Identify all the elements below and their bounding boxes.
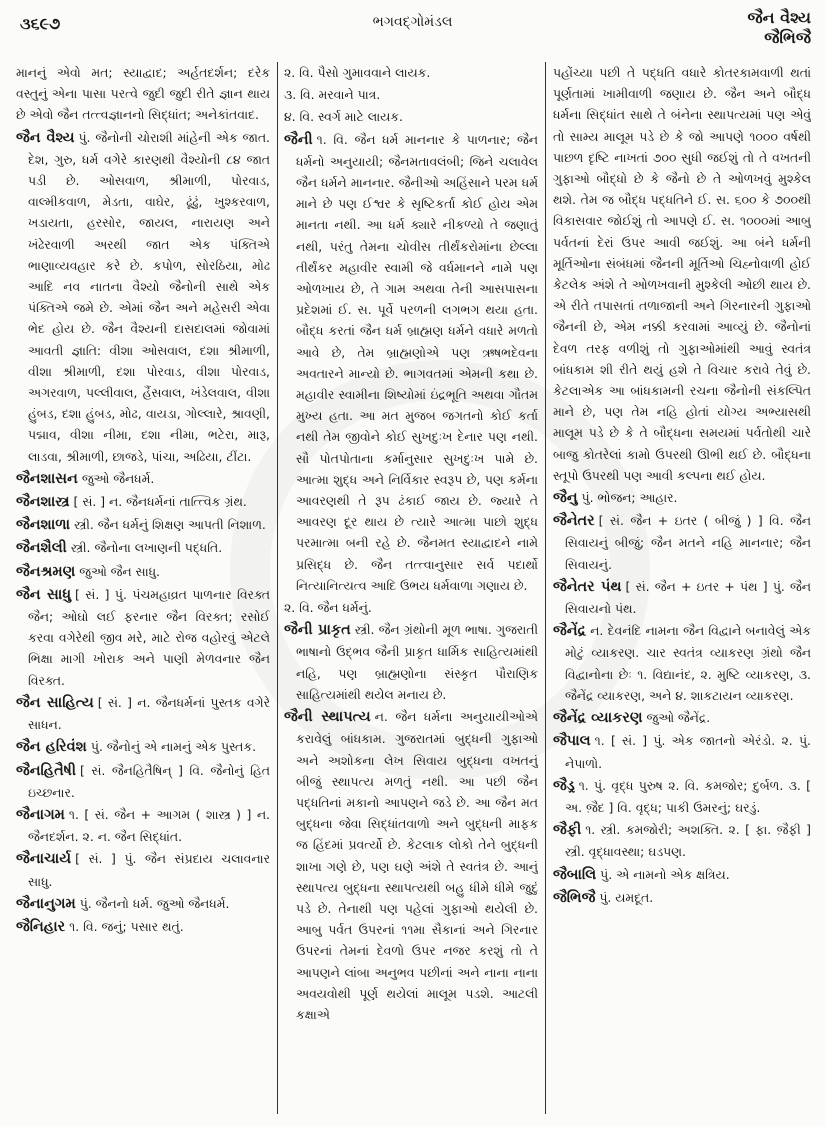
entry-headword: જૈનુ — [553, 490, 578, 507]
entry-headword: જૈફી — [553, 822, 582, 839]
entry-definition: ન. જૈન ધર્મના અનુયાયીઓએ કરાવેલું બાંધકામ. ગુજરાતમાં બુદ્ધની ગુફાઓ અને અશોકના લેખ સિવાય બુદ્ધના વખતનું બીજું સ્થાપત્ય મળતું નથી. આ પછી જૈન પદ્ધતિનાં મકાનો આપણને જડે છે. આ જૈન મત બુદ્ધના જેવા સિદ્ધાંતવાળો અને બુદ્ધની માફક જ હિંદમાં પ્રવર્ત્યો છે. કેટલાક લોકો તેને બુદ્ધની શાખા ગણે છે, પણ ઘણે અંશે તે સ્વતંત્ર છે. આનું સ્થાપત્ય બુદ્ધના સ્થાપત્યથી બહુ ધીમે ધીમે જુદું પડે છે. તેનાથી પણ પહેલાં ગુફાઓ થયેલી છે. આબુ પર્વત ઉપરનાં ૧૧મા સૈકાનાં અને ગિરનાર ઉપરનાં તેમનાં દેવળો ઉપર નજર કરશું તો તે આપણને લાંબા અનુભવ પછીનાં અને નાના નાના અવયવોથી પૂર્ણ થયેલાં માલૂમ પડશે. આટલી કક્ષાએ — [296, 709, 538, 1022]
entry-headword: જૈનશાળા — [16, 517, 71, 534]
entry-definition: [ સં. ] પું. જૈન સંપ્રદાય ચલાવનાર સાધુ. — [28, 851, 270, 889]
dictionary-entry — [553, 576, 811, 619]
column-1 — [16, 62, 270, 1116]
entry-definition: જુઓ જૈન સાધુ. — [79, 563, 160, 579]
dictionary-entry — [16, 916, 270, 938]
page-number: ૩૬૯૭ — [20, 14, 61, 33]
entry-headword: જૈન સાહિત્ય — [16, 694, 94, 711]
page-header — [0, 0, 825, 58]
dictionary-entry — [284, 84, 538, 105]
entry-definition: પું. યમદૂત. — [599, 889, 654, 905]
entry-definition: ૧. [ સં. જૈન + આગમ ( શાસ્ત્ર ) ] ન. જૈનદર્શન. ૨. ન. જૈન સિદ્ધાંત. — [28, 806, 270, 845]
dictionary-entry — [553, 510, 811, 575]
entry-headword: જૈપાલ — [553, 733, 591, 750]
entry-headword: જૈન વૈશ્ય — [16, 129, 75, 146]
entry-definition: ન. દેવનંદિ નામના જૈન વિદ્વાને બનાવેલું એક મોટું વ્યાકરણ. ચાર સ્વતંત્ર વ્યાકરણ ગ્રંથો જૈન વિદ્વાનોના છેઃ ૧. વિદ્યાનંદ, ૨. મુષ્ટિ વ્યાકરણ, ૩. જૈનેંદ્ર વ્યાકરણ, અને ૪. શાકટાયન વ્યાકરણ. — [565, 623, 811, 703]
dictionary-entry — [16, 491, 270, 513]
column-3 — [553, 62, 811, 1116]
dictionary-entry — [553, 707, 811, 729]
entry-definition: પું. ભોજન; આહાર. — [581, 490, 678, 506]
entry-definition: જુઓ જૈનેંદ્ર. — [646, 710, 711, 726]
entry-definition: જુઓ જૈનધર્મ. — [81, 470, 155, 486]
entry-definition: માનનું એવો મત; સ્યાદ્વાદ; અર્હતદર્શન; દરેક વસ્તુનું એના પાસા પરત્વે જુદી જુદી રીતે જ્ઞાન થાય છે એવો જૈન તત્ત્વજ્ઞાનનો સિદ્ધાંત; અનેકાંતવાદ. — [16, 65, 270, 123]
entry-definition: ૪. વિ. સ્વર્ગ માટે લાયક. — [284, 109, 403, 125]
dictionary-entry — [16, 127, 270, 467]
dictionary-entry — [553, 730, 811, 773]
column-divider — [277, 62, 278, 1114]
dictionary-entry — [16, 537, 270, 559]
entry-headword: જૈનશૈલી — [16, 540, 67, 557]
running-title: ભગવદ્ગોમંડલ — [372, 14, 453, 30]
entry-headword: જૈનશ્રમણ — [16, 563, 76, 580]
dictionary-entry — [553, 62, 811, 486]
entry-headword: જૈડ્ર — [553, 777, 575, 794]
entry-headword: જૈની — [284, 131, 313, 148]
entry-headword: જૈનાચાર્ય — [16, 851, 72, 868]
guide-word-first: જૈન વૈશ્ય — [747, 8, 811, 27]
guide-word-last: જૈભિજૈ — [764, 28, 811, 47]
entry-headword: જૈનેતર પંથ — [553, 578, 622, 595]
entry-definition: [ સં. જૈન + ઇતર + પંથ ] પું. જૈન સિવાયનો પંથ. — [565, 578, 811, 617]
dictionary-entry — [284, 619, 538, 705]
entry-definition: ૧. વિ. જૈન ધર્મ માનનાર કે પાળનાર; જૈન ધર્મનો અનુયાયી; જૈનમતાવલંબી; જિને ચલાવેલ જૈન ધર્મને માનનાર. જૈનીઓ અહિંસાને પરમ ધર્મ માને છે પણ ઈશ્વર કે સૃષ્ટિકર્તા કોઈ હોય એમ માનતા નથી. આ ધર્મ ક્યારે નીકળ્યો તે જણાતું નથી, પરંતુ તેમના ચોવીસ તીર્થંકરોમાંના છેલ્લા તીર્થંકર મહાવીર સ્વામી જે વર્ધમાનને નામે પણ ઓળખાય છે, તે ગામ અથવા તેની આસપાસના પ્રદેશમાં ઈ. સ. પૂર્વે પરળની લગભગ થયા હતા. બૌદ્ધ કરતાં જૈન ધર્મ બ્રાહ્મણ ધર્મને વધારે મળતો આવે છે, તેમ બ્રાહ્મણોએ પણ ઋષભદેવના અવતારને માન્યો છે. ભાગવતમાં એમની કથા છે. મહાવીર સ્વામીના શિષ્યોમાં ઇંદ્રભૂતિ અથવા ગૌતમ મુખ્ય હતા. આ મત મુજબ જગતનો કોઈ કર્તા નથી તેમ જીવોને કોઈ સુખદુઃખ દેનાર પણ નથી. સૌ પોતપોતાના કર્માનુસાર સુખદુઃખ પામે છે. આત્મા શુદ્ધ અને નિર્વિકાર સ્વરૂપ છે, પણ કર્મના આવરણથી તે રૂપ ઢંકાઈ જાય છે. જ્યારે તે આવરણ દૂર થાય છે ત્યારે આત્મા પાછો શુદ્ધ પરમાત્મા બની રહે છે. જૈનમત સ્યાદ્વાદને નામે પ્રસિદ્ધ છે. જૈન તત્ત્વાનુસાર સર્વ પદાર્થો નિત્યાનિત્યત્વ આદિ ઉભય ધર્મવાળા ગણાય છે. — [296, 131, 538, 593]
entry-definition: પું. જૈનનો ધર્મ. જુઓ જૈનધર્મ. — [79, 895, 230, 911]
entry-definition: ૨. વિ. જૈન ધર્મનું. — [284, 600, 372, 616]
dictionary-entry — [16, 62, 270, 126]
entry-definition: ૩. વિ. મરવાને પાત્ર. — [284, 87, 381, 103]
entry-headword: જૈનેંદ્ર — [553, 623, 587, 640]
entry-headword: જૈનશાસ્ત્ર — [16, 494, 70, 511]
entry-definition: [ સં. ] ન. જૈનધર્મનાં તાત્ત્વિક ગ્રંથ. — [73, 494, 247, 510]
entry-definition: પું. જૈનોનું એ નામનું એક પુસ્તક. — [90, 739, 257, 755]
entry-headword: જૈની સ્થાપત્ય — [284, 709, 371, 726]
column-2 — [284, 62, 538, 1116]
dictionary-entry — [16, 584, 270, 691]
dictionary-entry — [553, 887, 811, 909]
entry-definition: [ સં. જૈનહિતૈષિન્ ] વિ. જૈનોનું હિત ઇચ્છનાર. — [28, 762, 270, 800]
entry-headword: જૈનાગમ — [16, 806, 65, 823]
entry-definition: ૧. સ્ત્રી. કમજોરી; અશક્તિ. ૨. [ ફા. જ઼ૈફી ] સ્ત્રી. વૃદ્ધાવસ્થા; ઘડપણ. — [565, 822, 811, 860]
entry-headword: જૈનિહાર — [16, 918, 66, 935]
dictionary-entry — [553, 819, 811, 862]
column-divider — [545, 62, 546, 1114]
entry-definition: પું. એ નામનો એક ક્ષત્રિય. — [600, 866, 730, 882]
dictionary-entry — [553, 864, 811, 886]
entry-definition: ૧. પું. વૃદ્ધ પુરુષ ૨. વિ. કમજોર; દુર્બળ. ૩. [ અ. જ઼ૈદ ] વિ. વૃદ્ધ; પાકી ઉમરનું; ઘરડું. — [565, 777, 811, 815]
entry-headword: જૈભિજૈ — [553, 889, 596, 906]
dictionary-entry — [284, 106, 538, 127]
dictionary-entry — [16, 760, 270, 803]
entry-definition: સ્ત્રી. જૈન ગ્રંથોની મૂળ ભાષા. ગુજરાતી ભાષાનો ઉદ્ભવ જૈની પ્રાકૃત ધાર્મિક સાહિત્યમાંથી નહિ, પણ બ્રાહ્મણોના સંસ્કૃત પૌરાણિક સાહિત્યમાંથી થયેલ મનાય છે. — [296, 622, 538, 702]
entry-definition: પું. જૈનોની ચોરાશી માંહેની એક જાત. દેશ, ગુરુ, ધર્મ વગેરે કારણથી વૈશ્યોની ૮૪ જાત પડી છે. ઓસવાળ, શ્રીમાળી, પોરવાડ, વાલ્મીકવાળ, મેડતા, વાઘેર, ઢૂંઢું, ખુશ્કરવાળ, ખડાયતા, હરસોર, જાયલ, નારાયણ અને ખંઢેરવાળી અરથી જાત એક પંક્તિએ ભાણાવ્યવહાર કરે છે. કપોળ, સોરઠિયા, મોઢ આદિ નવ નાતના વૈશ્યો જૈનોની સાથે એક પંક્તિએ જમે છે. એમાં જૈન અને મહેસરી એવા ભેદ હોય છે. જૈન વૈશ્યની દાસદાલમાં જોવામાં આવતી જ્ઞાતિ: વીશા ઓસવાલ, દશા શ્રીમાળી, વીશા શ્રીમાળી, દશા પોરવાડ, વીશા પોરવાડ, અગરવાળ, પલ્લીવાલ, હૈંસવાલ, ખંડેલવાલ, વીશા હુંબડ, દશા હુંબડ, મોઢ, વાયડા, ગોલ્લારે, શ્રાવણી, પદ્માવ, વીશા નીમા, દશા નીમા, ભટેરા, મારૂ, લાડવા, શ્રીમાળી, છાજડે, પાંચા, અઢિયા, ટીંટા. — [28, 129, 270, 464]
entry-definition: [ સં. જૈન + ઇતર ( બીજું ) ] વિ. જૈન સિવાયનું બીજું; જૈન મતને નહિ માનનાર; જૈન સિવાયનું. — [565, 513, 811, 572]
dictionary-entry — [553, 620, 811, 706]
entry-definition: સ્ત્રી. જૈન ધર્મનું શિક્ષણ આપતી નિશાળ. — [74, 517, 266, 533]
entry-headword: જૈની પ્રાકૃત — [284, 622, 351, 639]
entry-headword: જૈનેંદ્ર વ્યાકરણ — [553, 710, 643, 727]
entry-headword: જૈનાનુગમ — [16, 895, 76, 912]
entry-headword: જૈન હરિવંશ — [16, 739, 87, 756]
dictionary-entry — [16, 804, 270, 847]
dictionary-entry — [284, 129, 538, 596]
dictionary-entry — [16, 561, 270, 583]
dictionary-entry — [16, 514, 270, 536]
dictionary-entry — [16, 468, 270, 490]
entry-definition: [ સં. ] પું. પંચમહાવ્રત પાળનાર વિરક્ત જૈન; ઓઘો લઈ ફરનાર જૈન વિરક્ત; રસોઈ કરવા વગેરેથી જીવ મરે, માટે રોજ વહોરવું એટલે ભિક્ષા માગી ખોરાક અને પાણી મેળવનાર જૈન વિરક્ત. — [28, 586, 270, 688]
entry-headword: જૈન સાધુ — [16, 586, 72, 603]
dictionary-entry — [284, 706, 538, 1025]
entry-definition: સ્ત્રી. જૈનોના લખાણની પદ્ધતિ. — [70, 540, 223, 556]
entry-definition: [ સં. ] ન. જૈનધર્મનાં પુસ્તક વગેરે સાધન. — [28, 694, 270, 733]
entry-headword: જૈબાલિ — [553, 866, 597, 883]
guide-words — [748, 8, 812, 48]
dictionary-entry — [16, 893, 270, 915]
entry-definition: ૧. વિ. જનું; પસાર થતું. — [69, 918, 184, 934]
dictionary-entry — [553, 775, 811, 818]
dictionary-entry — [16, 848, 270, 891]
entry-headword: જૈનશાસન — [16, 470, 78, 487]
dictionary-entry — [284, 62, 538, 83]
dictionary-entry — [16, 736, 270, 758]
dictionary-entry — [16, 692, 270, 735]
entry-definition: ૧. [ સં. ] પું. એક જાતનો એરંડો. ૨. પું. નેપાળો. — [565, 733, 811, 771]
entry-definition: પહોંચ્યા પછી તે પદ્ધતિ વધારે કોતરકામવાળી થતાં પૂર્ણતામાં ખામીવાળી જણાય છે. જૈન અને બૌદ્ધ ધર્મના સિદ્ધાંત સાથે તે બંનેના સ્થાપત્યમાં પણ એવું તો સામ્ય માલૂમ પડે છે કે જો આપણે ૧૦૦૦ વર્ષથી પાછળ દૃષ્ટિ નાખતાં ૭૦૦ સુધી જઈશું તો તે વખતની ગુફાઓ બૌદ્ધો છે કે જૈનો છે તે ઓળખવું મુશ્કેલ થશે. તેમ જ બૌદ્ધ પદ્ધતિને ઈ. સ. ૬૦૦ કે ૭૦૦થી વિકાસવાર જોઈશું તો આપણે ઈ. સ. ૧૦૦૦માં આબુ પર્વતનાં દેરાં ઉપર આવી જઈશું. આ બંને ધર્મની મૂર્તિઓના સંબંધમાં જૈનની મૂર્તિઓ ચિહ્નોવાળી હોઈ કેટલેક અંશે તે ઓળખવાની મુશ્કેલી ઓછી થાય છે. એ રીતે તપાસતાં તળાજાની અને ગિરનારની ગુફાઓ જૈનની છે, એમ નક્કી કરવામાં આવ્યું છે. જૈનોનાં દેવળ તરફ વળીશું તો ગુફાઓમાંથી આવું સ્વતંત્ર બાંધકામ શી રીતે થયું હશે તે વિચાર કરાવે તેવું છે. કેટલાએક આ બાંધકામની રચના જૈનોની સંકલ્પિત માને છે, પણ તેમ નહિ હોતાં યોગ્ય અભ્યાસથી માલૂમ પડે છે કે તે બૌદ્ધના સમયમાં પર્વતોથી ચારે બાજુ કોતરેલાં કામો ઉપરથી ઊભી થઈ છે. બૌદ્ધના સ્તૂપો ઉપરથી પણ આવી કલ્પના થઈ હોય. — [553, 65, 811, 483]
entry-definition: ૨. વિ. પૈસો ગુમાવવાને લાયક. — [284, 65, 431, 80]
entry-headword: જૈનહિતૈષી — [16, 762, 76, 779]
entry-headword: જૈનેતર — [553, 513, 595, 530]
dictionary-entry — [284, 597, 538, 618]
dictionary-entry — [553, 487, 811, 509]
